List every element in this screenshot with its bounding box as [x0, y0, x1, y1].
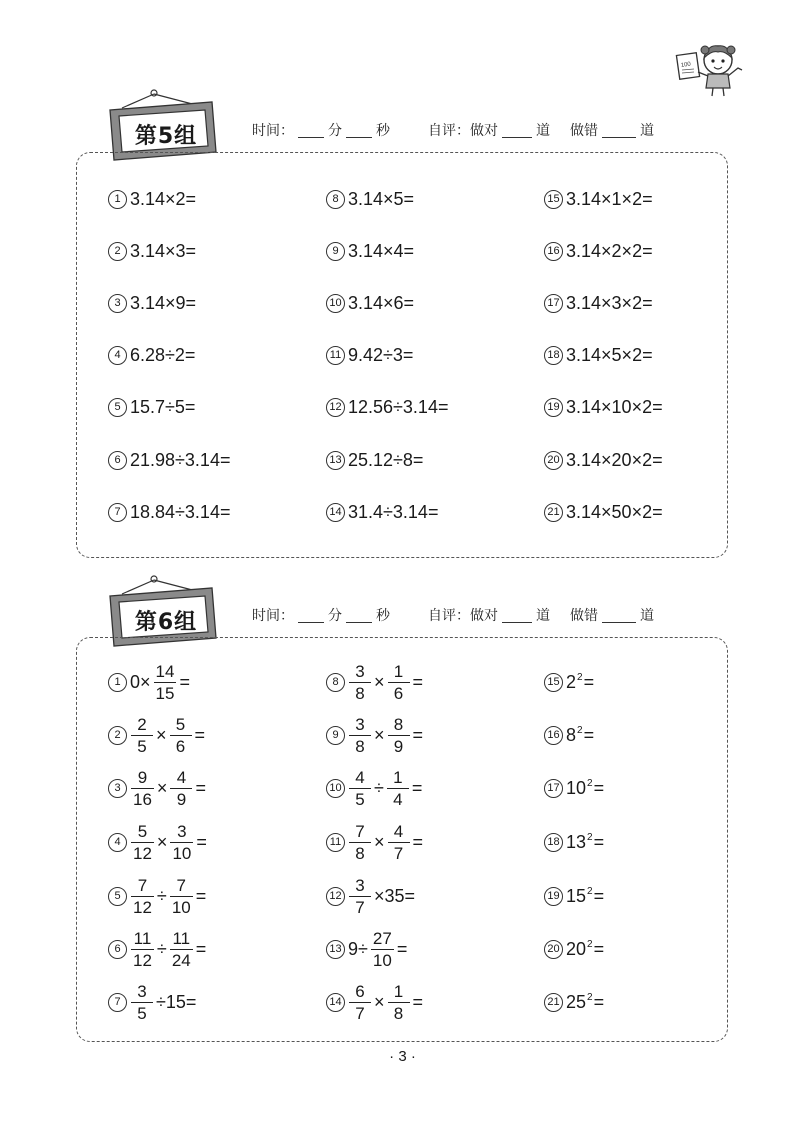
problem-number-circle: 18 [544, 833, 563, 852]
expression-text: 2 [566, 671, 577, 692]
correct-unit: 道 [536, 123, 550, 139]
problem-number-circle: 5 [108, 398, 127, 417]
fraction-denominator: 6 [170, 735, 192, 755]
wrong-count-blank[interactable] [602, 608, 636, 623]
fraction-numerator: 3 [355, 714, 365, 734]
problem-item [326, 715, 424, 755]
expression-text: 18.84÷3.14= [130, 501, 231, 522]
expression-text: 9.42÷3= [348, 344, 414, 365]
fraction [170, 716, 192, 755]
problem-number-circle: 7 [108, 503, 127, 522]
problem-item [544, 231, 654, 271]
fraction-denominator: 8 [388, 1002, 410, 1022]
problem-item [544, 335, 654, 375]
expression-text: = [593, 831, 605, 852]
problem-number-circle: 10 [326, 294, 345, 313]
problem-item [544, 492, 664, 532]
problem-item [108, 929, 207, 969]
fraction-denominator: 8 [349, 682, 371, 702]
wrong-count-blank[interactable] [602, 123, 636, 138]
problem-number-circle: 21 [544, 993, 563, 1012]
fraction [170, 877, 193, 916]
fraction [131, 877, 154, 916]
problem-item [326, 492, 439, 532]
problem-item [326, 179, 415, 219]
fraction-denominator: 16 [133, 789, 152, 809]
expression-text: = [583, 724, 595, 745]
problem-number-circle: 2 [108, 242, 127, 261]
page-number: · 3 · [389, 1048, 416, 1065]
fraction [349, 663, 371, 702]
wrong-unit: 道 [640, 123, 654, 139]
fraction-denominator: 5 [131, 735, 153, 755]
fraction-numerator: 11 [133, 928, 152, 948]
minutes-blank[interactable] [298, 608, 324, 623]
fraction-numerator: 4 [176, 767, 187, 787]
expression-text: 3.14×3= [130, 240, 197, 261]
problem-number-circle: 16 [544, 726, 563, 745]
problem-item [108, 231, 197, 271]
problem-item [108, 283, 197, 323]
exponent: 2 [577, 724, 583, 736]
problem-number-circle: 8 [326, 190, 345, 209]
problem-item [326, 662, 424, 702]
exponent: 2 [587, 991, 593, 1003]
problem-number-circle: 20 [544, 451, 563, 470]
problem-number-circle: 12 [326, 398, 345, 417]
group-header [252, 118, 712, 142]
fraction-numerator: 3 [137, 981, 147, 1001]
fraction [131, 716, 153, 755]
fraction [349, 716, 371, 755]
fraction [388, 823, 410, 862]
problem-number-circle: 17 [544, 294, 563, 313]
problem-item [108, 822, 208, 862]
expression-text: ÷ [156, 938, 167, 959]
fraction-numerator: 7 [355, 821, 365, 841]
problem-item [326, 768, 423, 808]
expression-text: 25 [566, 991, 587, 1012]
problem-number-circle: 12 [326, 887, 345, 906]
problem-item [108, 768, 207, 808]
expression-text: 3.14×4= [348, 240, 415, 261]
expression-text: = [412, 671, 424, 692]
minutes-blank[interactable] [298, 123, 324, 138]
fraction [349, 823, 371, 862]
fraction-numerator: 1 [393, 981, 404, 1001]
expression-text: = [411, 777, 423, 798]
fraction-denominator: 12 [133, 950, 152, 970]
fraction [349, 983, 371, 1022]
problem-number-circle: 17 [544, 779, 563, 798]
fraction [388, 663, 410, 702]
expression-text: 8 [566, 724, 577, 745]
mascot-girl-illustration [672, 38, 750, 100]
expression-text: 0× [130, 671, 151, 692]
fraction-numerator: 4 [393, 821, 404, 841]
problem-number-circle: 2 [108, 726, 127, 745]
mascot-sign-text: 100 [680, 61, 692, 69]
fraction-numerator: 8 [393, 714, 404, 734]
problem-item [544, 929, 605, 969]
expression-text: 3.14×5×2= [566, 344, 653, 365]
problem-item [108, 876, 207, 916]
minutes-label: 分 [328, 123, 342, 139]
problem-number-circle: 3 [108, 294, 127, 313]
problem-item [544, 715, 595, 755]
problem-item [326, 876, 416, 916]
expression-text: 25.12÷8= [348, 449, 424, 470]
problem-item [326, 387, 449, 427]
fraction-denominator: 9 [170, 788, 192, 808]
fraction-denominator: 7 [349, 1002, 371, 1022]
problem-number-circle: 1 [108, 190, 127, 209]
problem-number-circle: 7 [108, 993, 127, 1012]
fraction-denominator: 10 [171, 897, 191, 917]
group-header [252, 603, 712, 627]
problem-item [326, 283, 415, 323]
expression-text: 3.14×10×2= [566, 396, 663, 417]
problem-number-circle: 20 [544, 940, 563, 959]
expression-text: = [583, 671, 595, 692]
expression-text: 9÷ [348, 938, 368, 959]
expression-text: × [374, 671, 385, 692]
fraction [349, 769, 371, 808]
problem-number-circle: 15 [544, 190, 563, 209]
fraction-denominator: 12 [133, 897, 152, 917]
expression-text: = [412, 991, 424, 1012]
fraction-denominator: 5 [349, 788, 371, 808]
expression-text: = [195, 777, 206, 798]
problem-item [108, 662, 191, 702]
problem-number-circle: 9 [326, 242, 345, 261]
expression-text: 3.14×2= [130, 188, 197, 209]
exponent: 2 [587, 938, 593, 950]
expression-text: ×35= [374, 885, 416, 906]
fraction-numerator: 3 [355, 875, 365, 895]
problem-item [108, 492, 231, 532]
fraction-numerator: 14 [155, 661, 175, 681]
expression-text: = [196, 831, 207, 852]
expression-text: 3.14×3×2= [566, 292, 653, 313]
expression-text: = [593, 991, 605, 1012]
problem-number-circle: 5 [108, 887, 127, 906]
wrong-unit: 道 [640, 608, 654, 624]
fraction [170, 769, 192, 808]
expression-text: = [195, 938, 207, 959]
fraction [170, 930, 193, 969]
problem-number-circle: 6 [108, 940, 127, 959]
problem-item [544, 876, 605, 916]
problem-item [326, 231, 415, 271]
fraction-denominator: 9 [388, 735, 410, 755]
problem-number-circle: 15 [544, 673, 563, 692]
problem-item [108, 715, 206, 755]
expression-text: 31.4÷3.14= [348, 501, 439, 522]
fraction [131, 930, 154, 969]
fraction-numerator: 7 [137, 875, 148, 895]
expression-text: = [593, 938, 605, 959]
problem-item [326, 982, 424, 1022]
expression-text: × [374, 724, 385, 745]
problem-item [544, 387, 664, 427]
problem-number-circle: 11 [326, 346, 345, 365]
expression-text: = [179, 671, 190, 692]
exponent: 2 [587, 831, 593, 843]
minutes-label: 分 [328, 608, 342, 624]
fraction-denominator: 7 [349, 896, 371, 916]
problem-item [326, 822, 424, 862]
expression-text: 21.98÷3.14= [130, 449, 231, 470]
fraction-numerator: 27 [372, 928, 392, 948]
expression-text: = [396, 938, 408, 959]
problem-number-circle: 18 [544, 346, 563, 365]
self-eval-label: 自评：做对 [428, 608, 498, 624]
expression-text: 13 [566, 831, 587, 852]
fraction-denominator: 7 [388, 842, 410, 862]
problem-number-circle: 4 [108, 833, 127, 852]
problem-number-circle: 9 [326, 726, 345, 745]
fraction-numerator: 2 [137, 714, 147, 734]
fraction [131, 769, 154, 808]
group-title: 第6组 [134, 609, 198, 635]
expression-text: 12.56÷3.14= [348, 396, 449, 417]
problem-item [108, 179, 197, 219]
exponent: 2 [587, 885, 593, 897]
expression-text: 3.14×9= [130, 292, 197, 313]
expression-text: 3.14×6= [348, 292, 415, 313]
problem-number-circle: 1 [108, 673, 127, 692]
fraction-denominator: 24 [171, 950, 191, 970]
seconds-blank[interactable] [346, 123, 372, 138]
exponent: 2 [577, 671, 583, 683]
fraction-numerator: 1 [393, 767, 403, 787]
problem-number-circle: 8 [326, 673, 345, 692]
expression-text: = [593, 885, 605, 906]
problem-item [108, 440, 231, 480]
fraction [131, 983, 153, 1022]
problem-item [544, 822, 605, 862]
fraction-denominator: 12 [133, 843, 152, 863]
problem-number-circle: 19 [544, 398, 563, 417]
expression-text: = [194, 724, 206, 745]
expression-text: 15.7÷5= [130, 396, 196, 417]
fraction-denominator: 8 [349, 842, 371, 862]
fraction [387, 769, 409, 808]
fraction-numerator: 3 [177, 821, 187, 841]
fraction-denominator: 10 [372, 950, 392, 970]
expression-text: 3.14×2×2= [566, 240, 653, 261]
problem-number-circle: 13 [326, 940, 345, 959]
fraction-denominator: 15 [155, 683, 175, 703]
seconds-label: 秒 [376, 608, 390, 624]
problem-number-circle: 6 [108, 451, 127, 470]
self-eval-label: 自评：做对 [428, 123, 498, 139]
problem-item [544, 440, 664, 480]
correct-count-blank[interactable] [502, 123, 532, 138]
fraction-denominator: 4 [387, 788, 409, 808]
problem-number-circle: 11 [326, 833, 345, 852]
expression-text: 20 [566, 938, 587, 959]
expression-text: ÷ [156, 885, 167, 906]
problem-item [108, 982, 197, 1022]
fraction-numerator: 9 [137, 767, 148, 787]
expression-text: × [156, 724, 167, 745]
expression-text: = [195, 885, 207, 906]
expression-text: 10 [566, 777, 587, 798]
problem-item [544, 768, 605, 808]
group-title: 第5组 [134, 123, 198, 149]
expression-text: × [374, 831, 385, 852]
fraction [388, 983, 410, 1022]
expression-text: 15 [566, 885, 587, 906]
expression-text: = [412, 831, 424, 852]
seconds-blank[interactable] [346, 608, 372, 623]
problem-item [326, 440, 424, 480]
problem-item [326, 335, 414, 375]
fraction-numerator: 11 [172, 928, 191, 948]
fraction-numerator: 1 [393, 661, 404, 681]
fraction [388, 716, 410, 755]
problem-number-circle: 16 [544, 242, 563, 261]
correct-count-blank[interactable] [502, 608, 532, 623]
time-label: 时间： [252, 123, 294, 139]
problem-item [544, 982, 605, 1022]
expression-text: × [156, 831, 168, 852]
expression-text: ÷ [374, 777, 384, 798]
problem-number-circle: 21 [544, 503, 563, 522]
fraction-numerator: 4 [355, 767, 365, 787]
problem-number-circle: 3 [108, 779, 127, 798]
seconds-label: 秒 [376, 123, 390, 139]
expression-text: × [374, 991, 385, 1012]
wrong-label: 做错 [570, 608, 598, 624]
problem-item [544, 662, 595, 702]
wrong-label: 做错 [570, 123, 598, 139]
expression-text: ÷15= [156, 991, 197, 1012]
fraction [170, 823, 193, 862]
problem-item [108, 335, 196, 375]
problem-number-circle: 13 [326, 451, 345, 470]
expression-text: 3.14×20×2= [566, 449, 663, 470]
problem-number-circle: 4 [108, 346, 127, 365]
expression-text: 3.14×5= [348, 188, 415, 209]
fraction-numerator: 5 [137, 821, 148, 841]
fraction-denominator: 5 [131, 1002, 153, 1022]
expression-text: × [156, 777, 168, 798]
problem-item [108, 387, 196, 427]
time-label: 时间： [252, 608, 294, 624]
expression-text: = [593, 777, 605, 798]
fraction [371, 930, 394, 969]
fraction [154, 663, 177, 702]
problem-number-circle: 19 [544, 887, 563, 906]
fraction [349, 877, 371, 916]
fraction-numerator: 7 [176, 875, 186, 895]
problem-item [544, 283, 654, 323]
fraction-numerator: 3 [355, 661, 365, 681]
problem-item [326, 929, 408, 969]
problem-number-circle: 14 [326, 993, 345, 1012]
problem-item [544, 179, 654, 219]
correct-unit: 道 [536, 608, 550, 624]
problem-number-circle: 14 [326, 503, 345, 522]
problem-number-circle: 10 [326, 779, 345, 798]
expression-text: = [412, 724, 424, 745]
fraction-denominator: 6 [388, 682, 410, 702]
fraction [131, 823, 154, 862]
exponent: 2 [587, 777, 593, 789]
fraction-denominator: 10 [172, 843, 192, 863]
fraction-denominator: 8 [349, 735, 371, 755]
expression-text: 3.14×50×2= [566, 501, 663, 522]
fraction-numerator: 5 [175, 714, 186, 734]
expression-text: 6.28÷2= [130, 344, 196, 365]
fraction-numerator: 6 [355, 981, 365, 1001]
expression-text: 3.14×1×2= [566, 188, 653, 209]
